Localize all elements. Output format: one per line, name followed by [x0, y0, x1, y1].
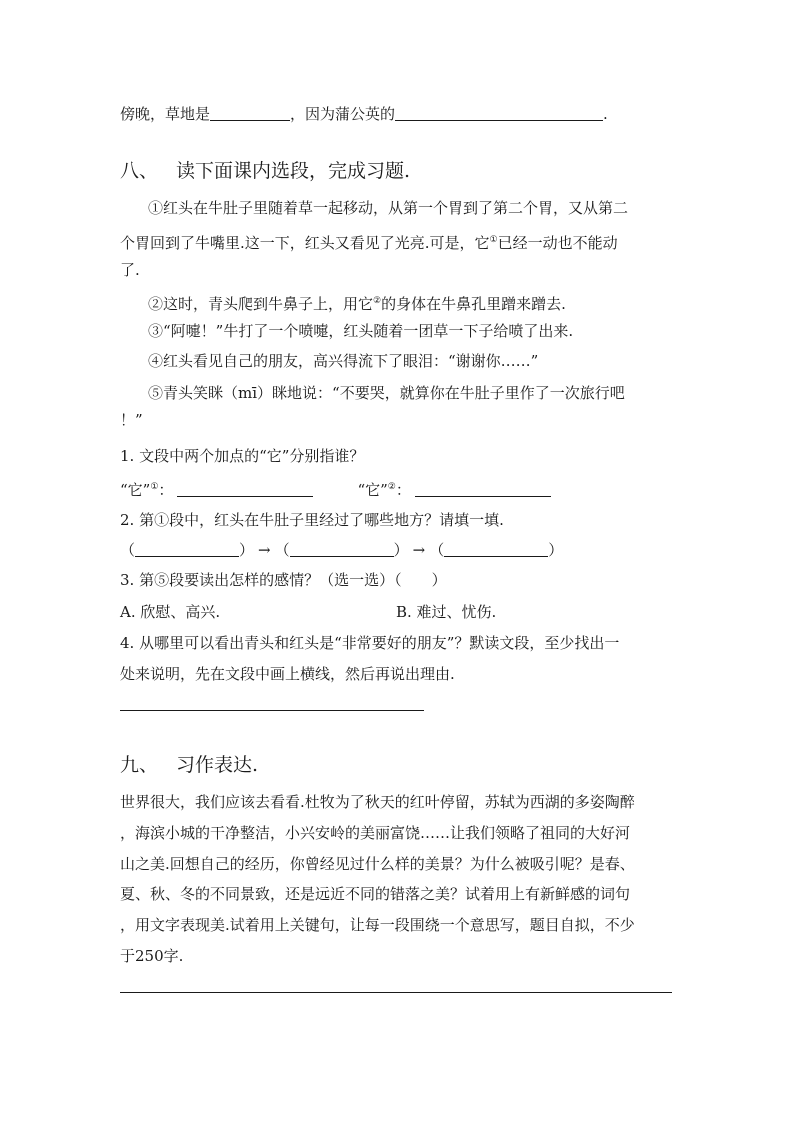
question-2: 2. 第①段中，红头在牛肚子里经过了哪些地方？请填一填. — [120, 511, 504, 529]
passage-p3: ③“阿嚏！”牛打了一个喷嚏，红头随着一团草一下子给喷了出来. — [148, 322, 574, 340]
paren-open: （ — [429, 541, 445, 559]
colon: ： — [158, 481, 174, 499]
q2-answer-blank-3[interactable] — [444, 540, 548, 557]
essay-line5: ，用文字表现美.试着用上关键句，让每一段围绕一个意思写，题目自拟，不少 — [120, 916, 635, 934]
q1-mark-2: ② — [387, 482, 396, 492]
question-3: 3. 第⑤段要读出怎样的感情？（选一选）（ ） — [120, 571, 447, 589]
passage-text: 已经一动也不能动 — [497, 234, 618, 252]
footnote-mark-2: ② — [373, 296, 382, 306]
essay-line1: 世界很大，我们应该去看看.杜牧为了秋天的红叶停留，苏轼为西湖的多姿陶醉 — [120, 793, 635, 811]
top-fill-line — [120, 104, 608, 124]
question-4-line2: 处来说明，先在文段中画上横线，然后再说出理由. — [120, 665, 455, 683]
essay-line2: ，海滨小城的干净整洁，小兴安岭的美丽富饶……让我们领略了祖同的大好河 — [120, 824, 631, 842]
top-text-1: 傍晚，草地是 — [120, 105, 211, 123]
paren-open: （ — [274, 541, 290, 559]
q4-answer-line[interactable] — [120, 710, 424, 711]
question-3-option-b[interactable]: B. 难过、忧伤. — [396, 603, 497, 621]
section-9-title: 习作表达. — [176, 754, 259, 776]
footnote-mark-1: ① — [489, 235, 498, 245]
passage-p1-line2 — [120, 230, 618, 253]
question-1: 1. 文段中两个加点的“它”分别指谁？ — [120, 447, 365, 465]
passage-p4: ④红头看见自己的朋友，高兴得流下了眼泪：“谢谢你……” — [148, 352, 539, 370]
essay-line6: 于250字. — [120, 947, 184, 965]
answer-blank[interactable] — [210, 104, 290, 121]
section-8-number: 八、 — [120, 160, 159, 182]
right-arrow-icon: → — [258, 541, 271, 559]
q1-answer-blank-1[interactable] — [177, 480, 313, 497]
question-2-answers — [120, 540, 563, 560]
question-4-line1: 4. 从哪里可以看出青头和红头是“非常要好的朋友”？默读文段，至少找出一 — [120, 634, 620, 652]
passage-text: ②这时，青头爬到牛鼻子上，用它 — [148, 295, 374, 313]
colon: ： — [395, 481, 411, 499]
q1-label-1: “它” — [120, 481, 151, 499]
passage-p5-line1: ⑤青头笑眯（mī）眯地说：“不要哭，就算你在牛肚子里作了一次旅行吧 — [148, 384, 625, 402]
paren-close: ） — [393, 541, 409, 559]
passage-text: 个胃回到了牛嘴里.这一下，红头又看见了光亮.可是，它 — [120, 234, 490, 252]
passage-p1-line3: 了. — [120, 261, 140, 279]
section-8-heading — [120, 158, 410, 184]
passage-p1-line1: ①红头在牛肚子里随着草一起移动，从第一个胃到了第二个胃，又从第二 — [148, 199, 629, 217]
q2-answer-blank-2[interactable] — [290, 540, 394, 557]
essay-line3: 山之美.回想自己的经历，你曾经见过什么样的美景？为什么被吸引呢？是春、 — [120, 855, 635, 873]
question-1-answers — [120, 477, 551, 500]
q1-mark-1: ① — [150, 482, 159, 492]
question-3-option-a[interactable]: A. 欣慰、高兴. — [120, 603, 221, 621]
paren-close: ） — [548, 541, 564, 559]
essay-answer-line[interactable] — [120, 992, 672, 993]
passage-p2 — [148, 291, 566, 314]
right-arrow-icon: → — [412, 541, 426, 559]
q2-answer-blank-1[interactable] — [135, 540, 239, 557]
q1-answer-blank-2[interactable] — [415, 480, 551, 497]
q1-label-2: “它” — [357, 481, 388, 499]
essay-line4: 夏、秋、冬的不同景致，还是远近不同的错落之美？试着用上有新鲜感的词句 — [120, 885, 631, 903]
top-text-2: ，因为蒲公英的 — [290, 105, 396, 123]
section-9-number: 九、 — [120, 754, 159, 776]
passage-p5-line2: ！” — [120, 411, 143, 429]
section-9-heading — [120, 752, 258, 778]
passage-text: 的身体在牛鼻孔里蹭来蹭去. — [381, 295, 566, 313]
top-text-3: . — [603, 105, 608, 123]
paren-close: ） — [239, 541, 255, 559]
answer-blank[interactable] — [395, 104, 603, 121]
section-8-title: 读下面课内选段，完成习题. — [176, 160, 411, 182]
paren-open: （ — [120, 541, 136, 559]
